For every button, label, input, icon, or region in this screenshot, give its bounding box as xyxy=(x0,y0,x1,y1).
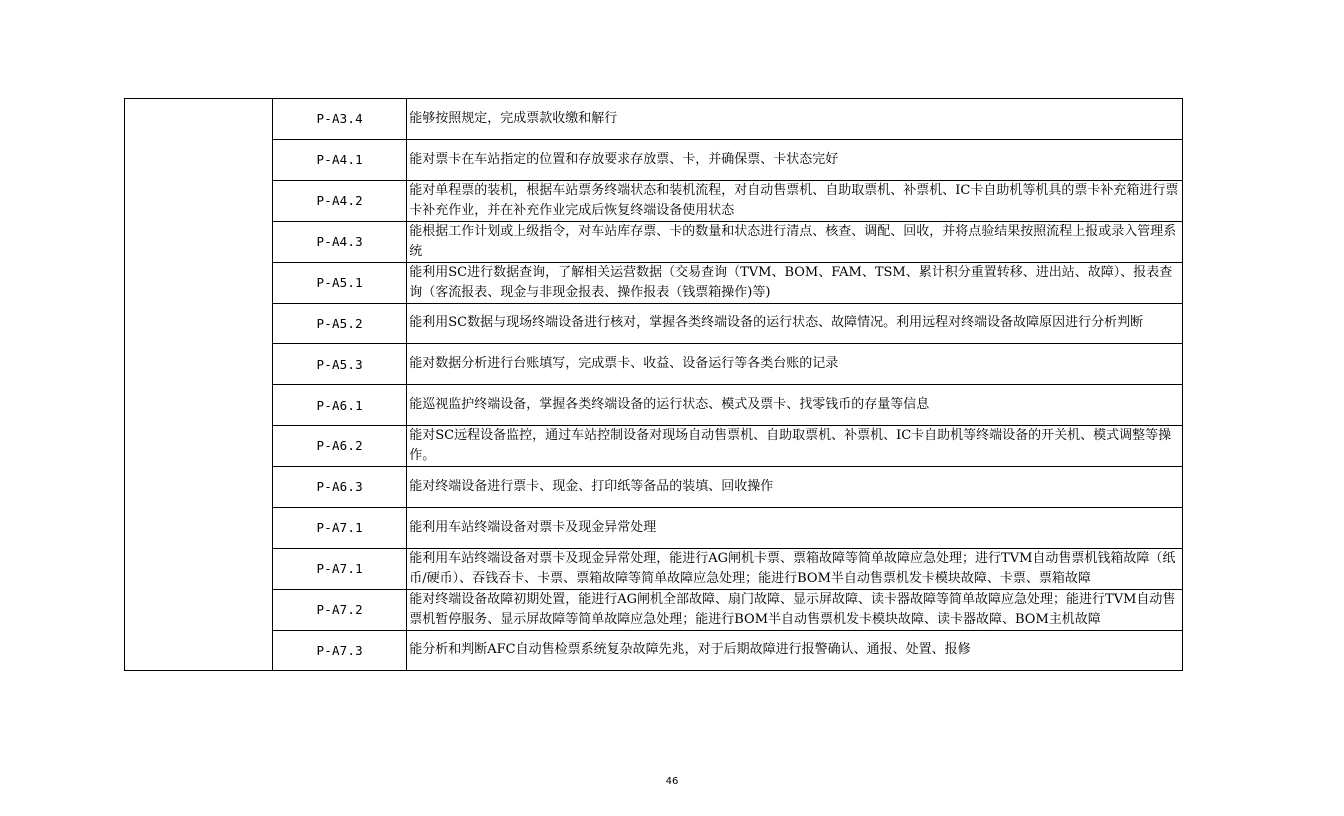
description-cell xyxy=(407,99,1183,140)
description-text: 能对单程票的装机，根据车站票务终端状态和装机流程，对自动售票机、自助取票机、补票机、IC卡自助机等机具的票卡补充箱进行票卡补充作业，并在补充作业完成后恢复终端设备使用状态 xyxy=(409,182,1179,218)
table-row xyxy=(125,180,1183,221)
code-cell: P-A7.1 xyxy=(273,548,407,589)
description-text: 能对终端设备进行票卡、现金、打印纸等备品的装填、回收操作 xyxy=(409,478,774,494)
code-cell: P-A5.3 xyxy=(273,344,407,385)
description-cell xyxy=(407,466,1183,507)
code-cell: P-A5.1 xyxy=(273,262,407,303)
code-cell: P-A6.2 xyxy=(273,425,407,466)
table-row xyxy=(125,466,1183,507)
description-text: 能对SC远程设备监控，通过车站控制设备对现场自动售票机、自助取票机、补票机、IC卡自助机等终端设备的开关机、模式调整等操作。 xyxy=(409,427,1172,463)
table-row xyxy=(125,344,1183,385)
code-cell: P-A4.1 xyxy=(273,139,407,180)
table-row xyxy=(125,630,1183,671)
table-row xyxy=(125,139,1183,180)
description-text: 能对票卡在车站指定的位置和存放要求存放票、卡，并确保票、卡状态完好 xyxy=(409,151,839,167)
description-text: 能利用SC数据与现场终端设备进行核对，掌握各类终端设备的运行状态、故障情况。利用远程对终端设备故障原因进行分析判断 xyxy=(409,315,1144,331)
description-cell xyxy=(407,589,1183,630)
code-cell: P-A7.2 xyxy=(273,589,407,630)
description-cell xyxy=(407,303,1183,344)
description-text: 能分析和判断AFC自动售检票系统复杂故障先兆，对于后期故障进行报警确认、通报、处置、报修 xyxy=(409,642,971,658)
code-cell: P-A7.3 xyxy=(273,630,407,671)
table-row xyxy=(125,589,1183,630)
description-cell xyxy=(407,262,1183,303)
description-text: 能对终端设备故障初期处置，能进行AG闸机全部故障、扇门故障、显示屏故障、读卡器故障等简单故障应急处理；能进行TVM自动售票机暂停服务、显示屏故障等简单故障应急处理；能进行BOM半自动售票机发卡模块故障、读卡器故障、BOM主机故障 xyxy=(409,591,1176,627)
table-row xyxy=(125,262,1183,303)
description-cell xyxy=(407,507,1183,548)
code-cell: P-A6.3 xyxy=(273,466,407,507)
code-cell: P-A3.4 xyxy=(273,99,407,140)
table-row xyxy=(125,548,1183,589)
description-text: 能利用车站终端设备对票卡及现金异常处理，能进行AG闸机卡票、票箱故障等简单故障应急处理；进行TVM自动售票机钱箱故障（纸币/硬币）、吞钱吞卡、卡票、票箱故障等简单故障应急处理；能进行BOM半自动售票机发卡模块故障、卡票、票箱故障 xyxy=(409,550,1176,586)
table-body xyxy=(125,99,1183,671)
code-cell: P-A5.2 xyxy=(273,303,407,344)
description-text: 能够按照规定，完成票款收缴和解行 xyxy=(409,110,618,126)
category-cell xyxy=(125,99,273,671)
code-cell: P-A4.2 xyxy=(273,180,407,221)
description-text: 能利用车站终端设备对票卡及现金异常处理 xyxy=(409,519,657,535)
description-cell xyxy=(407,221,1183,262)
description-cell xyxy=(407,630,1183,671)
description-text: 能对数据分析进行台账填写，完成票卡、收益、设备运行等各类台账的记录 xyxy=(409,356,839,372)
table-row xyxy=(125,385,1183,426)
competency-table xyxy=(124,98,1183,671)
description-cell xyxy=(407,385,1183,426)
table-row xyxy=(125,303,1183,344)
table-row xyxy=(125,507,1183,548)
description-cell xyxy=(407,425,1183,466)
table-row xyxy=(125,425,1183,466)
code-cell: P-A6.1 xyxy=(273,385,407,426)
description-cell xyxy=(407,344,1183,385)
description-cell xyxy=(407,139,1183,180)
code-cell: P-A7.1 xyxy=(273,507,407,548)
description-cell xyxy=(407,548,1183,589)
description-cell xyxy=(407,180,1183,221)
code-cell: P-A4.3 xyxy=(273,221,407,262)
description-text: 能利用SC进行数据查询，了解相关运营数据（交易查询（TVM、BOM、FAM、TSM、累计积分重置转移、进出站、故障）、报表查询（客流报表、现金与非现金报表、操作报表（钱票箱操作)等) xyxy=(409,264,1173,300)
description-text: 能根据工作计划或上级指令，对车站库存票、卡的数量和状态进行清点、核查、调配、回收，并将点验结果按照流程上报或录入管理系统 xyxy=(409,223,1177,259)
description-text: 能巡视监护终端设备，掌握各类终端设备的运行状态、模式及票卡、找零钱币的存量等信息 xyxy=(409,397,930,413)
table-row xyxy=(125,221,1183,262)
page-number: 46 xyxy=(665,776,679,787)
table-row xyxy=(125,99,1183,140)
